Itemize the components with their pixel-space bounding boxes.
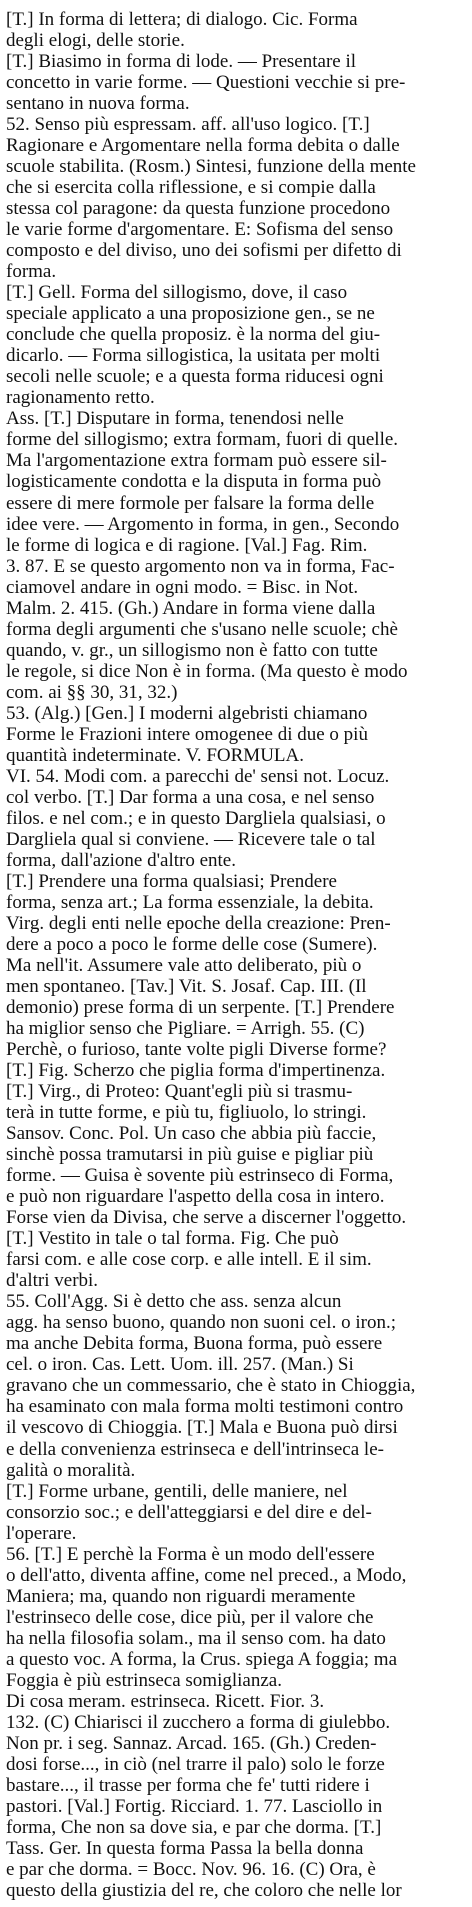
text-line: degli elogi, delle storie. — [6, 30, 185, 52]
text-line: o dell'atto, diventa affine, come nel preced., a Modo, — [6, 1564, 407, 1586]
text-line: forma, Che non sa dove sia, e par che dorma. [T.] — [6, 1816, 382, 1838]
text-line: ciamovel andare in ogni modo. = Bisc. in Not. — [6, 576, 359, 598]
text-line: Ragionare e Argomentare nella forma debita o dalle — [6, 135, 400, 157]
text-line: filos. e nel com.; e in questo Dargliela qualsiasi, o — [6, 807, 386, 829]
text-line: com. ai §§ 30, 31, 32.) — [6, 681, 178, 703]
text-line: [T.] Vestito in tale o tal forma. Fig. Che può — [6, 1228, 339, 1250]
text-line: [T.] In forma di lettera; di dialogo. Cic. Forma — [6, 9, 358, 30]
text-line: galità o moralità. — [6, 1459, 136, 1481]
text-line: e della convenienza estrinseca e dell'intrinseca le- — [6, 1438, 384, 1460]
text-line: forma, senza art.; La forma essenziale, la debita. — [6, 891, 374, 913]
text-line: Malm. 2. 415. (Gh.) Andare in forma viene dalla — [6, 597, 376, 619]
text-line: conclude che quella proposiz. è la norma del giu- — [6, 324, 381, 346]
text-line: demonio) prese forma di un serpente. [T.] Prendere — [6, 997, 395, 1019]
text-line: 3. 87. E se questo argomento non va in forma, Fac- — [6, 555, 395, 577]
text-line: l'operare. — [6, 1522, 77, 1544]
text-line: quantità indeterminate. V. FORMULA. — [6, 744, 304, 766]
text-line: e può non riguardare l'aspetto della cosa in intero. — [6, 1186, 385, 1208]
text-line: pastori. [Val.] Fortig. Ricciard. 1. 77. Lasciollo in — [6, 1795, 383, 1817]
text-line: d'altri verbi. — [6, 1270, 99, 1292]
text-line: Virg. degli enti nelle epoche della creazione: Pren- — [6, 912, 391, 934]
text-line: ragionamento retto. — [6, 387, 155, 409]
text-line: col verbo. [T.] Dar forma a una cosa, e nel senso — [6, 786, 375, 808]
text-line: 56. [T.] E perchè la Forma è un modo dell'essere — [6, 1543, 375, 1565]
text-line: farsi com. e alle cose corp. e alle intell. E il sim. — [6, 1249, 372, 1271]
text-line: ha esaminato con mala forma molti testimoni contro — [6, 1396, 404, 1418]
text-line: Sansov. Conc. Pol. Un caso che abbia più faccie, — [6, 1123, 377, 1145]
text-line: ha nella filosofia solam., ma il senso com. ha dato — [6, 1627, 386, 1649]
text-line: Forse vien da Divisa, che serve a discerner l'oggetto. — [6, 1207, 407, 1229]
text-line: dosi forse..., in ciò (nel trarre il palo) solo le forze — [6, 1753, 385, 1775]
text-line: ma anche Debita forma, Buona forma, può essere — [6, 1333, 383, 1355]
text-line: Foggia è più estrinseca somiglianza. — [6, 1669, 282, 1691]
text-line: forma, dall'azione d'altro ente. — [6, 849, 236, 871]
text-line: consorzio soc.; e dell'atteggiarsi e del dire e del- — [6, 1501, 372, 1523]
text-line: terà in tutte forme, e più tu, figliuolo, lo stringi. — [6, 1102, 367, 1124]
text-line: gravano che un commessario, che è stato in Chioggia, — [6, 1375, 416, 1397]
text-line: scuole stabilita. (Rosm.) Sintesi, funzione della mente — [6, 156, 416, 178]
dictionary-page — [6, 0, 466, 1907]
text-line: Ass. [T.] Disputare in forma, tenendosi nelle — [6, 408, 344, 430]
text-line: le forme di logica e di ragione. [Val.] Fag. Rim. — [6, 534, 368, 556]
text-line: ha miglior senso che Pigliare. = Arrigh. 55. (C) — [6, 1018, 365, 1040]
text-line: Tass. Ger. In questa forma Passa la bella donna — [6, 1837, 364, 1859]
text-line: [T.] Forme urbane, gentili, delle maniere, nel — [6, 1480, 348, 1502]
text-line: e par che dorma. = Bocc. Nov. 96. 16. (C) Ora, è — [6, 1858, 376, 1880]
text-line: Ma nell'it. Assumere vale atto deliberato, più o — [6, 955, 362, 976]
text-line: forme del sillogismo; extra formam, fuori di quelle. — [6, 429, 399, 451]
text-line: [T.] Biasimo in forma di lode. — Presentare il — [6, 51, 357, 73]
text-line: concetto in varie forme. — Questioni vecchie si pre- — [6, 72, 406, 94]
text-line: forma. — [6, 261, 57, 283]
text-line: agg. ha senso buono, quando non suoni cel. o iron.; — [6, 1312, 396, 1334]
text-line: men spontaneo. [Tav.] Vit. S. Josaf. Cap. III. (Il — [6, 976, 367, 998]
text-line: questo della giustizia del re, che coloro che nelle lor — [6, 1879, 402, 1901]
text-line: cel. o iron. Cas. Lett. Uom. ill. 257. (Man.) Si — [6, 1354, 354, 1376]
text-line: essere di mere formole per falsare la forma delle — [6, 492, 375, 514]
text-line: Ma l'argomentazione extra formam può essere sil- — [6, 450, 387, 472]
text-line: secoli nelle scuole; e a questa forma riducesi ogni — [6, 366, 384, 388]
text-line: [T.] Gell. Forma del sillogismo, dove, il caso — [6, 282, 348, 304]
text-line: VI. 54. Modi com. a parecchi de' sensi not. Locuz. — [6, 765, 390, 787]
text-line: sinchè possa tramutarsi in più guise e pigliar più — [6, 1144, 374, 1166]
text-line: forme. — Guisa è sovente più estrinseco di Forma, — [6, 1165, 394, 1187]
text-line: 53. (Alg.) [Gen.] I moderni algebristi chiamano — [6, 702, 368, 724]
text-line: Di cosa meram. estrinseca. Ricett. Fior. 3. — [6, 1690, 325, 1712]
text-line: le regole, si dice Non è in forma. (Ma questo è modo — [6, 660, 408, 682]
text-line: idee vere. — Argomento in forma, in gen., Secondo — [6, 513, 400, 535]
text-line: quando, v. gr., un sillogismo non è fatto con tutte — [6, 639, 378, 661]
text-line: sentano in nuova forma. — [6, 93, 190, 115]
text-line: Dargliela qual si conviene. — Ricevere tale o tal — [6, 828, 376, 850]
text-line: 132. (C) Chiarisci il zucchero a forma di giulebbo. — [6, 1711, 391, 1733]
text-line: dicarlo. — Forma sillogistica, la usitata per molti — [6, 345, 381, 367]
text-line: logisticamente condotta e la disputa in forma può — [6, 471, 382, 493]
text-line: 52. Senso più espressam. aff. all'uso logico. [T.] — [6, 114, 370, 136]
text-line: stessa col paragone: da questa funzione procedono — [6, 198, 391, 220]
text-line: Perchè, o furioso, tante volte pigli Diverse forme? — [6, 1039, 387, 1061]
text-line: l'estrinseco delle cose, dice più, per il valore che — [6, 1606, 374, 1628]
text-line: Forme le Frazioni intere omogenee di due o più — [6, 723, 368, 745]
text-line: [T.] Fig. Scherzo che piglia forma d'impertinenza. — [6, 1060, 386, 1082]
text-line: le varie forme d'argomentare. E: Sofisma del senso — [6, 219, 394, 241]
text-line: speciale applicato a una proposizione gen., se ne — [6, 303, 375, 325]
text-line: dere a poco a poco le forme delle cose (Sumere). — [6, 933, 378, 955]
text-line: composto e del diviso, uno dei sofismi per difetto di — [6, 240, 402, 262]
text-line: forma degli argumenti che s'usano nelle scuole; chè — [6, 618, 398, 640]
text-line: 55. Coll'Agg. Si è detto che ass. senza alcun — [6, 1291, 342, 1313]
text-line: bastare..., il trasse per forma che fe' tutti ridere i — [6, 1774, 370, 1796]
text-line: [T.] Prendere una forma qualsiasi; Prendere — [6, 870, 337, 892]
text-line: [T.] Virg., di Proteo: Quant'egli più si trasmu- — [6, 1081, 353, 1103]
text-line: il vescovo di Chioggia. [T.] Mala e Buona può dirsi — [6, 1417, 398, 1439]
text-line: che si esercita colla riflessione, e si compie dalla — [6, 177, 376, 199]
text-line: a questo voc. A forma, la Crus. spiega A foggia; ma — [6, 1648, 398, 1670]
text-line: Non pr. i seg. Sannaz. Arcad. 165. (Gh.) Creden- — [6, 1732, 377, 1754]
text-line: Maniera; ma, quando non riguardi meramente — [6, 1585, 356, 1607]
